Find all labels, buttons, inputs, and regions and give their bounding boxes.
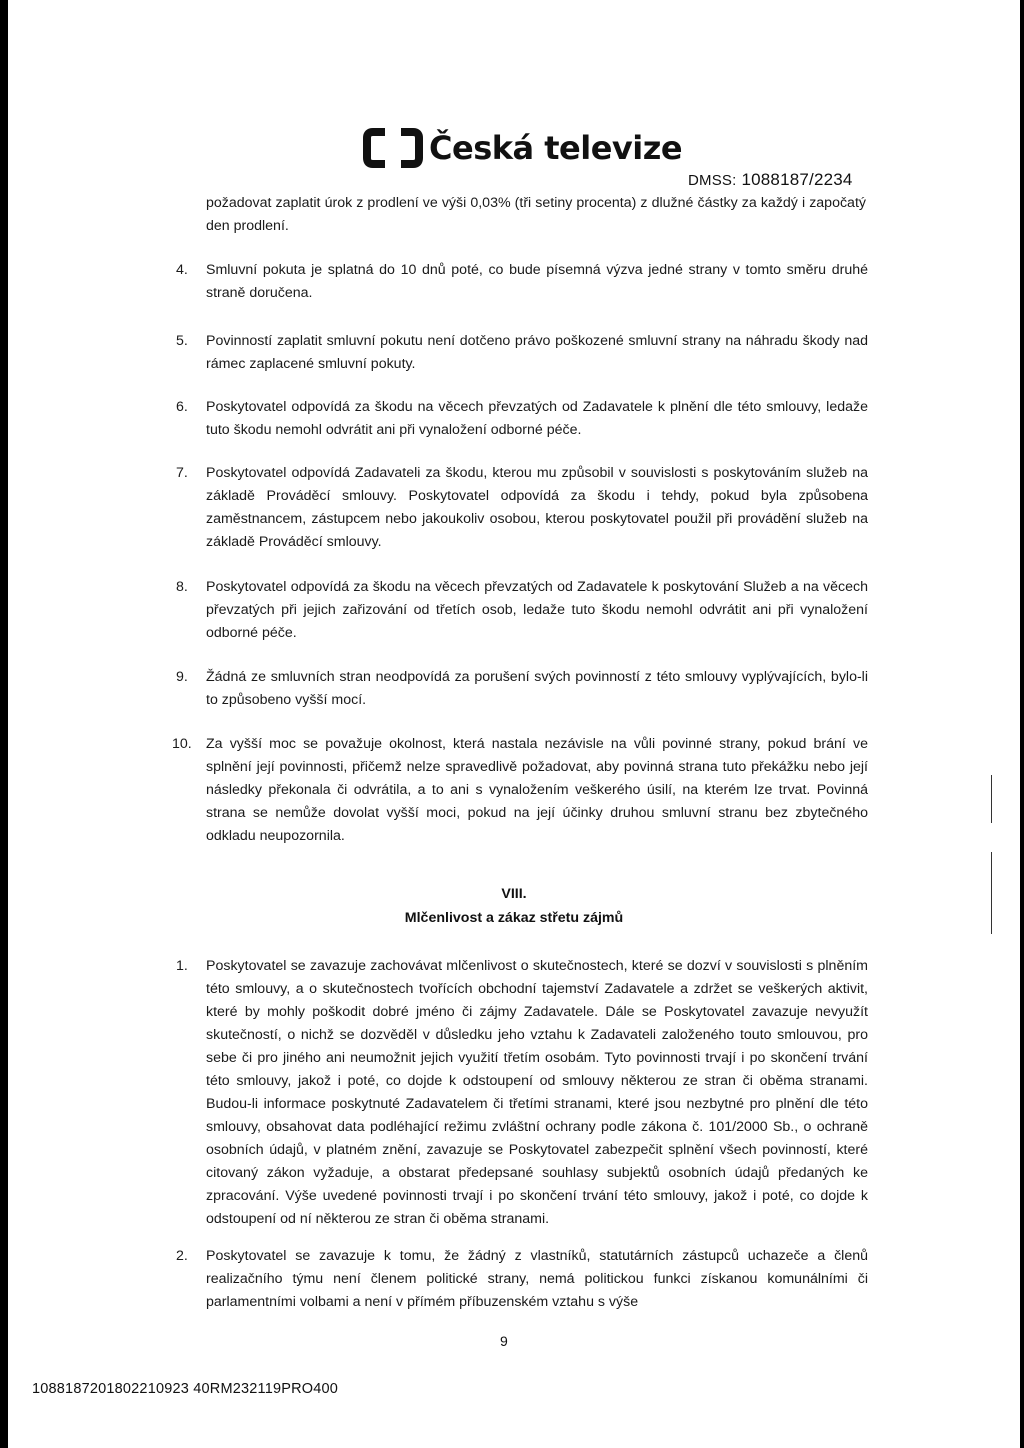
item-number: 7. — [176, 465, 188, 481]
section-title: Mlčenlivost a zákaz střetu zájmů — [404, 910, 624, 926]
item-number: 4. — [176, 262, 188, 278]
section-item-text: Poskytovatel se zavazuje k tomu, že žádný z vlastníků, statutárních zástupců uchazeče a členů realizačního týmu není členem politické strany, nemá politickou funkci získanou komunálními či parlamentními volbami a není v přímém příbuzenském vztahu s výše — [206, 1248, 868, 1310]
brand-logo — [363, 126, 682, 170]
section-item-number: 2. — [176, 1248, 188, 1264]
intro-paragraph: požadovat zaplatit úrok z prodlení ve výši 0,03% (tři setiny procenta) z dlužné částky za každý i započatý den prodlení. — [206, 195, 866, 234]
item-text: Smluvní pokuta je splatná do 10 dnů poté, co bude písemná výzva jedné strany v tomto směru druhé straně doručena. — [206, 262, 868, 301]
document-footer-code: 1088187201802210923 40RM232119PRO400 — [32, 1381, 339, 1397]
item-number: 8. — [176, 579, 188, 595]
section-item-number: 1. — [176, 958, 188, 974]
dmss-number: 1088187/2234 — [741, 170, 853, 189]
item-number: 6. — [176, 399, 188, 415]
item-text: Poskytovatel odpovídá za škodu na věcech převzatých od Zadavatele k poskytování Služeb a na věcech převzatých při jejich zařizování od třetích osob, ledaže tuto škodu nemohl odvrátit ani při vynaložení odborné péče. — [206, 579, 868, 641]
item-number: 10. — [172, 736, 192, 752]
section-item-text: Poskytovatel se zavazuje zachovávat mlčenlivost o skutečnostech, které se dozví v souvislosti s plněním této smlouvy, a o skutečnostech tvořících obchodní tajemství Zadavatele a zdržet se veškerých aktivit, které by mohly poškodit dobré jméno či zájmy Zadavatele. Dále se Poskytovatel zavazuje nevyužít skutečností, o nichž se dozvěděl v důsledku jeho vztahu k Zadavateli založeného touto smlouvou, pro sebe či pro jiného ani neumožnit jejich využití třetím osobám. Tyto povinnosti trvají i po skončení trvání této smlouvy, jakož i poté, co dojde k odstoupení od smlouvy některou ze stran či oběma stranami. Budou-li informace poskytnuté Zadavatelem či třetími stranami, které jsou nezbytné pro plnění dle této smlouvy, obsahovat data podléhající režimu zvláštní ochrany podle zákona č. 101/2000 Sb., o ochraně osobních údajů, v platném znění, zavazuje se Poskytovatel zabezpečit splnění všech povinností, které citovaný zákon vyžaduje, a obstarat předepsané souhlasy subjektů osobních údajů předaných ke zpracování. Výše uvedené povinnosti trvají i po skončení trvání této smlouvy, jakož i poté, co dojde k odstoupení od ní některou ze stran či oběma stranami. — [206, 958, 868, 1227]
item-text: Poskytovatel odpovídá Zadavateli za škodu, kterou mu způsobil v souvislosti s poskytováním služeb na základě Prováděcí smlouvy. Poskytovatel odpovídá za škodu i tehdy, pokud byla způsobena zaměstnancem, zástupcem nebo jakoukoliv osobou, kterou poskytovatel použil při provádění služeb na základě Prováděcí smlouvy. — [206, 465, 868, 550]
ceska-televize-logo-icon — [363, 128, 423, 168]
dmss-reference — [688, 170, 853, 190]
item-text: Povinností zaplatit smluvní pokutu není dotčeno právo poškozené smluvní strany na náhradu škody nad rámec zaplacené smluvní pokuty. — [206, 333, 868, 372]
section-number: VIII. — [501, 886, 527, 902]
brand-name: Česká televize — [429, 129, 683, 167]
scan-margin-line — [991, 852, 992, 934]
item-number: 5. — [176, 333, 188, 349]
scan-margin-line — [991, 775, 992, 823]
item-number: 9. — [176, 669, 188, 685]
document-page — [8, 0, 1020, 1448]
page-number: 9 — [500, 1333, 508, 1349]
dmss-label: DMSS: — [688, 172, 737, 189]
item-text: Poskytovatel odpovídá za škodu na věcech převzatých od Zadavatele k plnění dle této smlouvy, ledaže tuto škodu nemohl odvrátit ani při vynaložení odborné péče. — [206, 399, 868, 438]
item-text: Žádná ze smluvních stran neodpovídá za porušení svých povinností z této smlouvy vyplývajících, bylo-li to způsobeno vyšší mocí. — [206, 669, 868, 708]
item-text: Za vyšší moc se považuje okolnost, která nastala nezávisle na vůli povinné strany, pokud brání ve splnění její povinnosti, přičemž nelze spravedlivě požadovat, aby povinná strana tuto překážku nebo její následky překonala či odvrátila, a to ani s vynaložením veškerého úsilí, na kterém lze trvat. Povinná strana se nemůže dovolat vyšší moci, pokud na její účinky druhou smluvní stranu bez zbytečného odkladu neupozornila. — [206, 736, 868, 844]
